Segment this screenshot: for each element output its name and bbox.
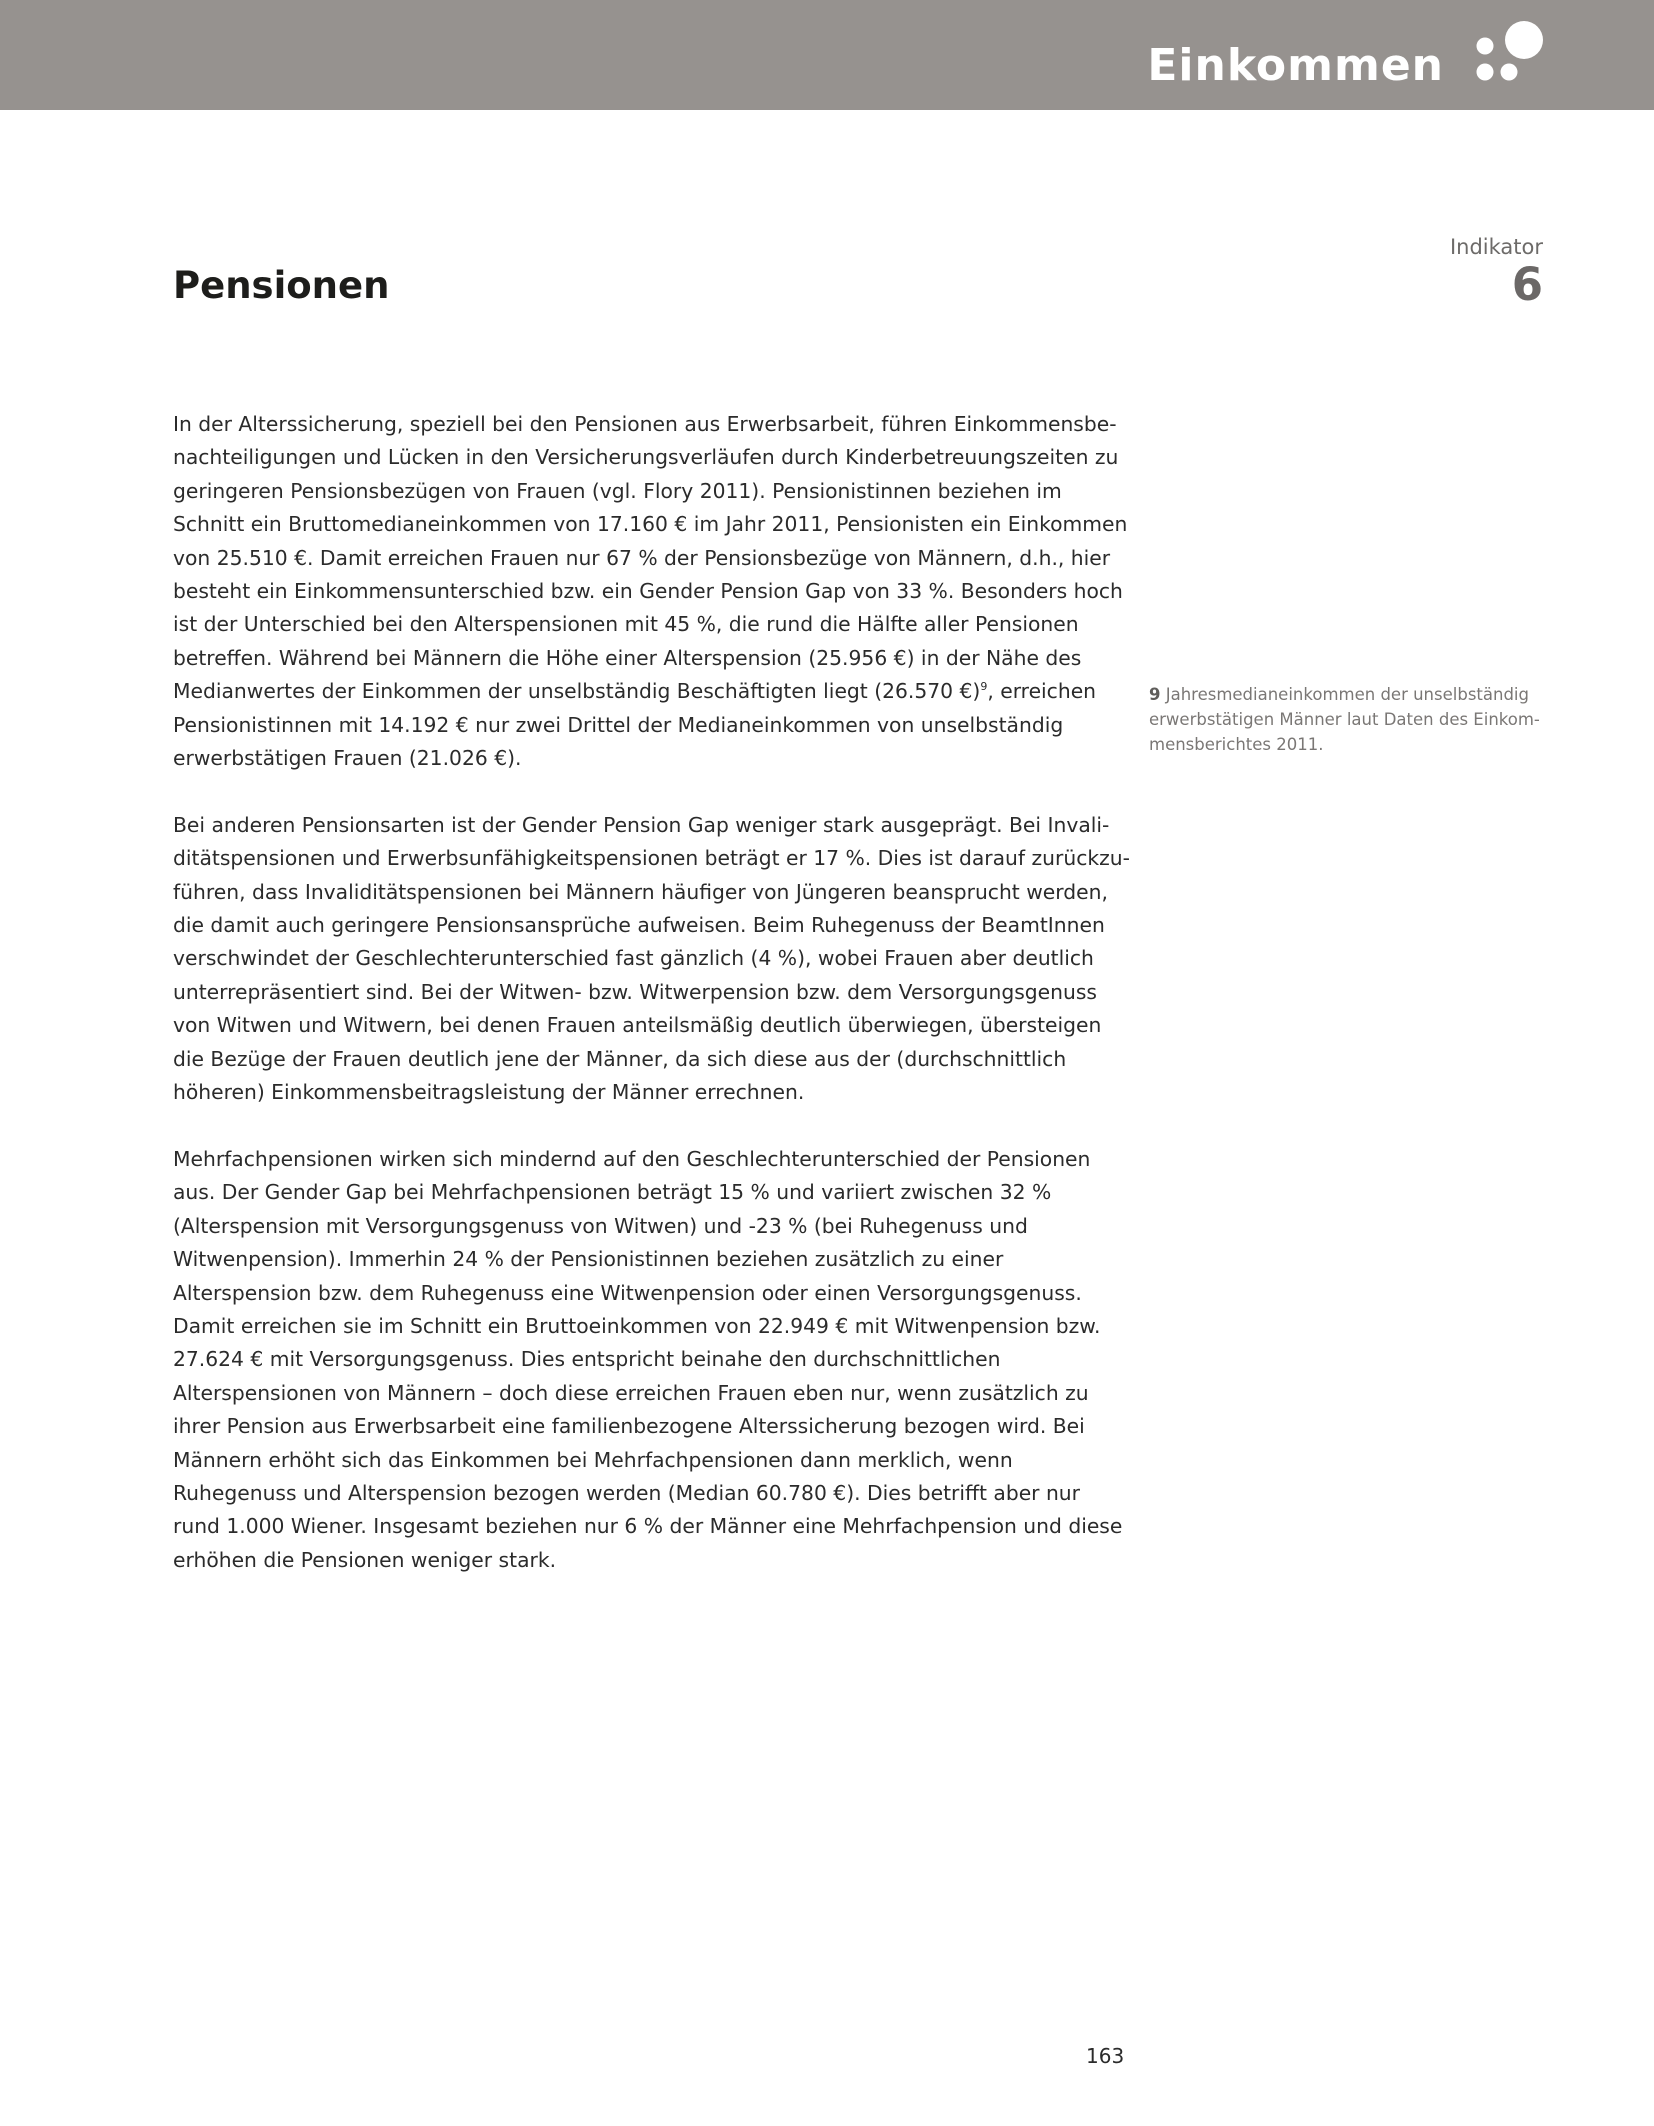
header-band	[0, 0, 1654, 110]
footnote	[1149, 682, 1544, 757]
body-text	[173, 408, 1130, 1577]
paragraph-1-text: In der Alterssicherung, speziell bei den Pensionen aus Erwerbsarbeit, führen Einkommensbenachteiligungen und Lücken in den Versicherungsverläufen durch Kinderbetreuungszeiten zu geringeren Pensionsbezügen von Frauen (vgl. Flory 2011). Pensionistinnen beziehen im Schnitt ein Bruttomedianeinkommen von 17.160 € im Jahr 2011, Pensionisten ein Einkommen von 25.510 €. Damit erreichen Frauen nur 67 % der Pensionsbezüge von Männern, d.h., hier besteht ein Einkommensunterschied bzw. ein Gender Pension Gap von 33 %. Besonders hoch ist der Unterschied bei den Alterspensionen mit 45 %, die rund die Hälfte aller Pensionen betreffen. Während bei Männern die Höhe einer Alterspension (25.956 €) in der Nähe des Medianwertes der Einkommen der unselbständig Beschäftigten liegt (26.570 €)	[173, 412, 1128, 704]
paragraph-3: Mehrfachpensionen wirken sich mindernd auf den Geschlechterunterschied der Pensionen aus. Der Gender Gap bei Mehrfachpensionen beträgt 15 % und variiert zwischen 32 % (Alterspension mit Versorgungsgenuss von Witwen) und -23 % (bei Ruhegenuss und Witwenpension). Immerhin 24 % der Pensionistinnen beziehen zusätzlich zu einer Alterspension bzw. dem Ruhegenuss eine Witwenpension oder einen Versorgungsgenuss. Damit erreichen sie im Schnitt ein Bruttoeinkommen von 22.949 € mit Witwenpension bzw. 27.624 € mit Versorgungsgenuss. Dies entspricht beinahe den durchschnittlichen Alterspensionen von Männern – doch diese erreichen Frauen eben nur, wenn zusätzlich zu ihrer Pension aus Erwerbsarbeit eine familienbezogene Alterssicherung bezogen wird. Bei Männern erhöht sich das Einkommen bei Mehrfachpensionen dann merklich, wenn Ruhegenuss und Alterspension bezogen werden (Median 60.780 €). Dies betrifft aber nur rund 1.000 Wiener. Insgesamt beziehen nur 6 % der Männer eine Mehrfachpension und diese erhöhen die Pensionen weniger stark.	[173, 1146, 1123, 1572]
footnote-text: Jahresmedianeinkommen der unselbständig erwerbstätigen Männer laut Daten des Einkommensberichtes 2011.	[1149, 685, 1540, 754]
paragraph-1	[173, 408, 1130, 775]
indicator-label: Indikator	[1449, 235, 1543, 259]
indicator-number: 6	[1511, 258, 1543, 311]
paragraph-1-continuation: , erreichen Pensionistinnen mit 14.192 € nur zwei Drittel der Medianeinkommen von unselbständig erwerbstätigen Frauen (21.026 €).	[173, 679, 1097, 771]
footnote-reference: 9	[980, 680, 988, 694]
paragraph-2: Bei anderen Pensionsarten ist der Gender Pension Gap weniger stark ausgeprägt. Bei Invaliditätspensionen und Erwerbsunfähigkeitspensionen beträgt er 17 %. Dies ist darauf zurückzuführen, dass Invaliditätspensionen bei Männern häufiger von Jüngeren beansprucht werden, die damit auch geringere Pensionsansprüche aufweisen. Beim Ruhegenuss der BeamtInnen verschwindet der Geschlechterunterschied fast gänzlich (4 %), wobei Frauen aber deutlich unterrepräsentiert sind. Bei der Witwen- bzw. Witwerpension bzw. dem Versorgungsgenuss von Witwen und Witwern, bei denen Frauen anteilsmäßig deutlich überwiegen, übersteigen die Bezüge der Frauen deutlich jene der Männer, da sich diese aus der (durchschnittlich höheren) Einkommensbeitragsleistung der Männer errechnen.	[173, 812, 1130, 1105]
footnote-number: 9	[1149, 685, 1161, 704]
dot-cluster-icon	[1474, 20, 1546, 90]
page-title: Pensionen	[173, 264, 390, 307]
section-title: Einkommen	[1147, 40, 1444, 91]
page-number: 163	[1086, 2044, 1125, 2068]
